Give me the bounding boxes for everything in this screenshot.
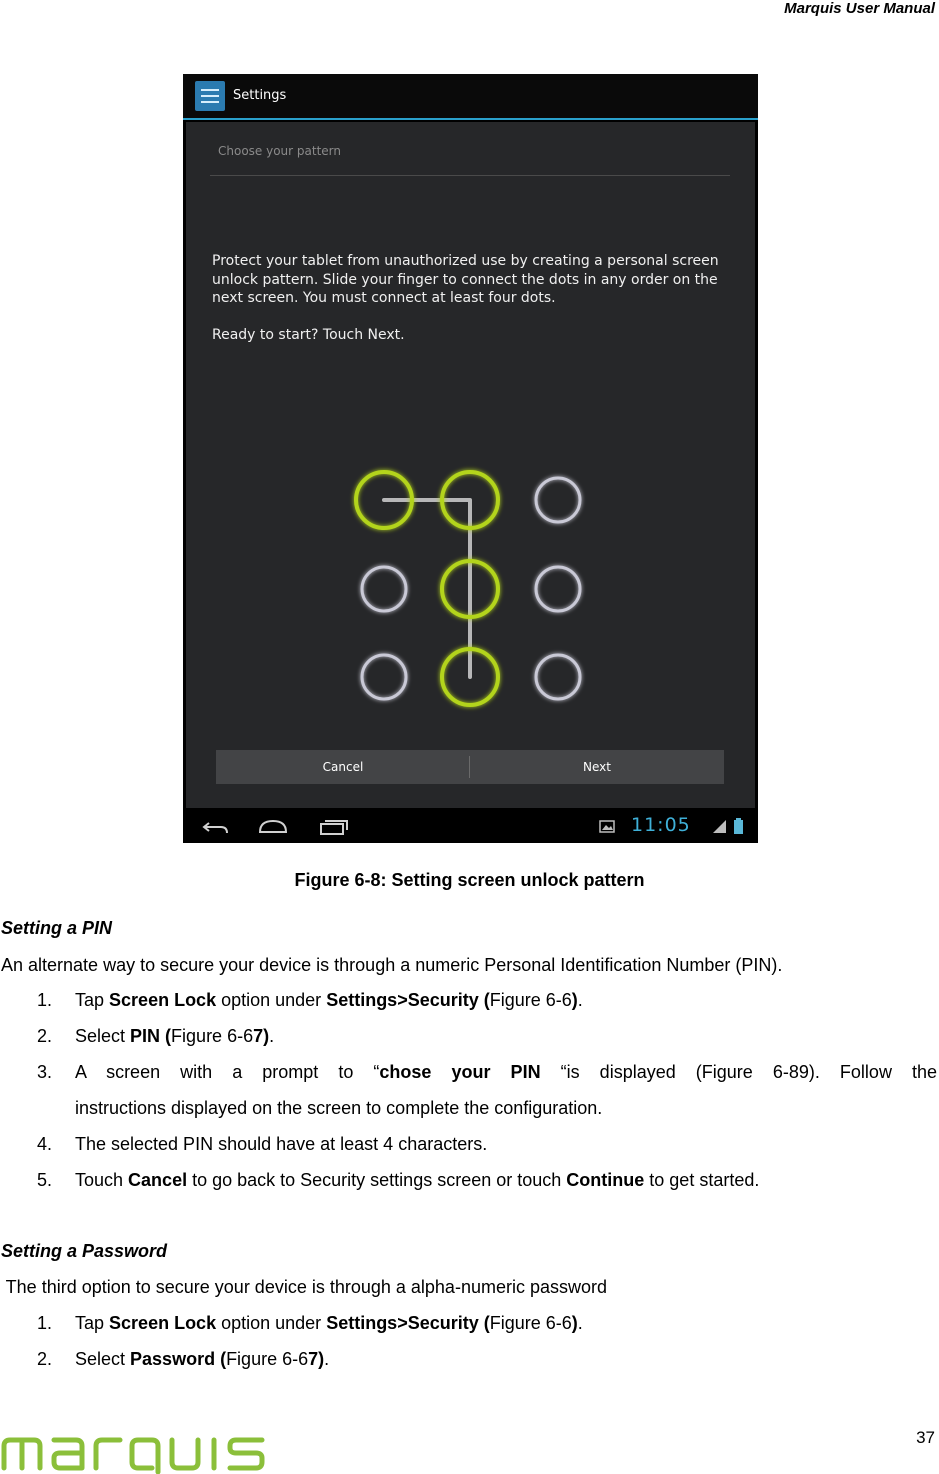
back-icon [204, 823, 227, 833]
action-bar [183, 74, 758, 120]
signal-icon [713, 820, 726, 833]
tablet-screenshot [183, 74, 758, 843]
pattern-setup-screen [186, 122, 755, 808]
recent-apps-icon [321, 821, 347, 834]
figure-caption: Figure 6-8: Setting screen unlock pattern [294, 870, 645, 890]
page-number: 37 [916, 1428, 935, 1447]
cancel-button[interactable]: Cancel [322, 760, 364, 774]
settings-sliders-icon[interactable] [195, 81, 225, 111]
gallery-notification-icon [600, 821, 614, 832]
pin-section-heading: Setting a PIN [1, 918, 113, 938]
divider [210, 175, 730, 176]
next-button[interactable]: Next [583, 760, 611, 774]
password-intro: The third option to secure your device is through a alpha-numeric password [1, 1277, 607, 1297]
pattern-dot-4 [362, 567, 406, 611]
ready-text: Ready to start? Touch Next. [212, 327, 405, 343]
home-icon [260, 821, 286, 832]
system-nav-bar [183, 810, 758, 843]
instruction-text: Protect your tablet from unauthorized use by creating a personal screen unlock pattern. Slide your finger to connect the dots in any order on the next screen. You must connect at least four dots. [212, 253, 719, 306]
manual-header: Marquis User Manual [784, 0, 935, 17]
marquis-logo [0, 1432, 270, 1474]
status-clock: 11:05 [631, 814, 691, 836]
button-bar [216, 750, 724, 784]
screen-subtitle: Choose your pattern [218, 144, 342, 158]
unlock-pattern-grid[interactable] [336, 452, 606, 722]
pin-intro: An alternate way to secure your device is through a numeric Personal Identification Number (PIN). [1, 955, 783, 975]
battery-icon [734, 818, 743, 834]
app-title: Settings [233, 88, 287, 103]
password-section-heading: Setting a Password [1, 1241, 168, 1261]
pattern-dot-6 [536, 567, 580, 611]
pattern-dot-7 [362, 655, 406, 699]
pattern-dot-9 [536, 655, 580, 699]
pattern-dot-3 [536, 478, 580, 522]
